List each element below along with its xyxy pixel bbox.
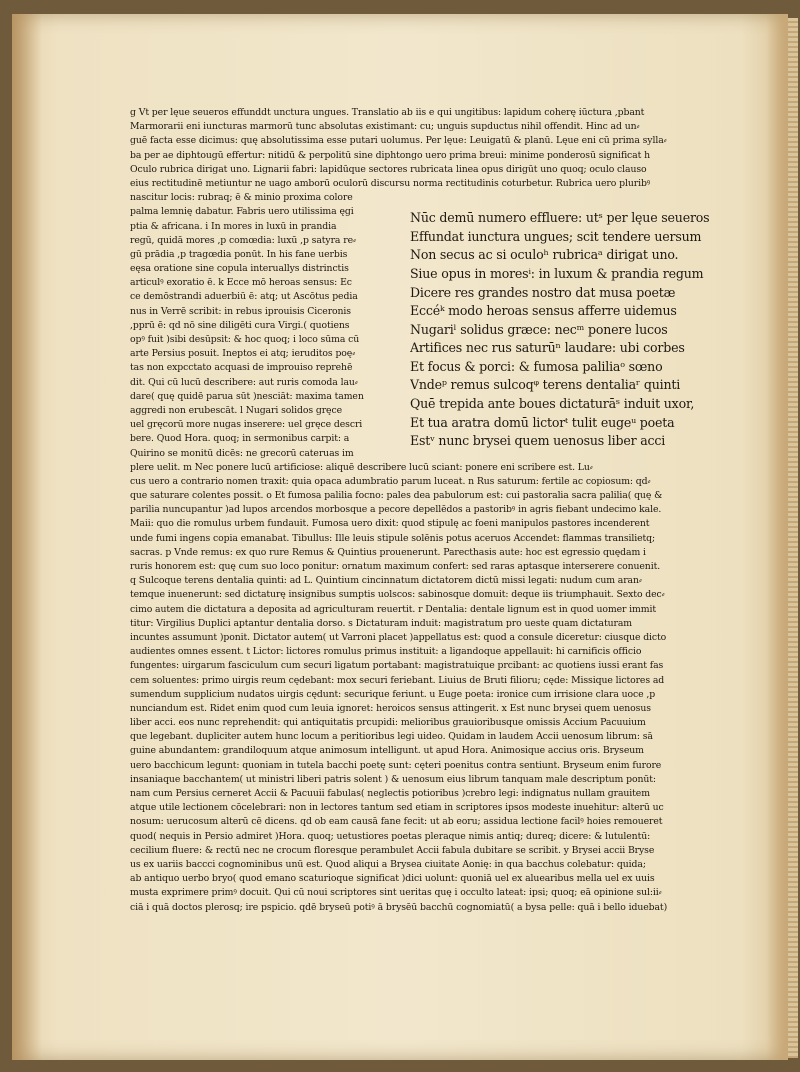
commentary-line: guē facta esse dicimus: quę absolutissima esse putari uolumus. Per lęue: Leuigatū & planū. Lęue eni cū prima sylla⸗ [130,135,667,147]
commentary-line: tas non expcctato acquasi de improuiso reprehē [130,362,353,374]
commentary-line: nosum: uerucosum alterū cē dicens. qd ob eam causā fane fecit: ut ab eoru; assidua lectione facilꝰ hoies remoueret [130,816,663,828]
commentary-line: q Sulcoque terens dentalia quinti: ad L. Quintium cincinnatum dictatorem dictū missi legati: nudum cum aran⸗ [130,575,642,587]
commentary-line: uel gręcorū more nugas inserere: uel gręce descri [130,419,363,431]
book-page [12,14,788,1060]
commentary-line: cem soluentes: primo uirgis reum cędebant: mox securi feriebant. Liuius de Bruti filioru; cęde: Missique lictores ad [130,674,665,686]
verse-line: Estᵛ nunc brysei quem uenosus liber acci [410,433,666,449]
commentary-line: ciā i quā doctos plerosq; ire pspicio. qdē bryseū potiꝰ ā brysēū bacchū cognomiatū( a bysa pelle: quā i bello iduebat) [130,901,668,913]
commentary-line: opꝰ fuit )sibi desūpsit: & hoc quoq; i loco sūma cū [130,334,360,345]
commentary-line: insaniaque bacchantem( ut ministri liberi patris solent ) & uenosum eius librum tanquam male descriptum ponūt: [130,773,656,785]
commentary-line: palma lemnię dabatur. Fabris uero utilissima ęgi [130,206,354,218]
commentary-line: cecilium fluere: & rectū nec ne crocum floresque perambulet Accii fabula dubitare se scribit. y Brysei accii Bryse [130,844,655,856]
commentary-line: ptia & africana. i In mores in luxū in prandia [130,220,337,232]
commentary-line: cus uero a contrario nomen traxit: quia opaca adumbratio parum luceat. n Rus saturum: fertile ac copiosum: qd⸗ [130,475,651,487]
stacked-page-edges [788,18,798,1058]
commentary-line: Maii: quo die romulus urbem fundauit. Fumosa uero dixit: quod stipulę ac foeni manipulos pastores incenderent [130,518,650,530]
commentary-line: bere. Quod Hora. quoq; in sermonibus carpit: a [130,433,350,445]
text-block [130,106,734,915]
commentary-line: eius rectitudinē metiuntur ne uago amborū oculorū discursu norma rectitudinis coturbetur. Rubrica uero pluribꝰ [130,177,651,189]
verse-line: Effundat iunctura ungues; scit tendere uersum [410,228,702,244]
commentary-line: titur: Virgilius Duplici aptantur dentalia dorso. s Dictaturam induit: magistratum pro ueste quam dictaturam [130,617,633,629]
commentary-line: nunciandum est. Ridet enim quod cum leuia ignoret: heroicos sensus attingerit. x Est nunc brysei quem uenosus [130,702,651,714]
commentary-line: aggredi non erubescāt. l Nugari solidos gręce [130,404,342,416]
commentary-line: uero bacchicum legunt: quoniam in tutela bacchi poetę sunt: cęteri poenitus contra sentiunt. Bryseum enim furore [130,759,662,771]
commentary-line: unde fumi ingens copia emanabat. Tibullus: Ille leuis stipule solēnis potus aceruos Accendet: flammas transilietq; [130,532,656,544]
commentary-line: dare( quę quidē parua sūt )nesciāt: maxima tamen [130,390,364,402]
commentary-line: musta exprimere primꝰ docuit. Qui cū noui scriptores sint ueritas quę i occulto lateat: ipsi; quoq; eā opinione sul:ii⸗ [130,887,662,899]
commentary-line: ce demōstrandi aduerbiū ē: atq; ut Ascōtus pedia [130,291,358,303]
verse-line: Dicere res grandes nostro dat musa poetæ [410,284,676,300]
commentary-line: plere uelit. m Nec ponere lucū artificiose: aliquē describere lucū sciant: ponere eni scribere est. Lu⸗ [130,461,593,473]
commentary-line: sacras. p Vnde remus: ex quo rure Remus & Quintius prouenerunt. Parecthasis aute: hoc est egressio quędam i [130,546,646,558]
commentary-line: incuntes assumunt )ponit. Dictator autem( ut Varroni placet )appellatus est: quod a consule diceretur: ciusque dicto [130,631,667,643]
verse-line: Eccéᵏ modo heroas sensus afferre uidemus [410,303,677,319]
commentary-line: ruris honorem est: quę cum suo loco ponitur: ornatum maximum confert: sed raras aptasque interserere conuenit. [130,561,661,572]
commentary-line: cimo autem die dictatura a deposita ad agriculturam reuertit. r Dentalia: dentale lignum est in quod uomer immit [130,603,657,615]
commentary-line: ab antiquo uerbo bryo( quod emano scaturioque significat )dici uolunt: quoniā uel ex aluearibus mella uel ex uuis [130,873,655,885]
commentary-line: temque inuenerunt: sed dictaturę insignibus sumptis uolscos: sabinosque domuit: deque iis triumphauit. Sexto dec⸗ [130,589,665,601]
commentary-bottom [130,461,734,915]
commentary-line: eęsa oratione sine copula interuallys distrinctis [130,263,349,275]
commentary-line: nam cum Persius cerneret Accii & Pacuuii fabulas( neglectis potioribus )crebro legi: indignatus nullam grauitem [130,788,650,799]
commentary-line: Marmorarii eni iuncturas marmorū tunc absolutas existimant: cu; unguis supductus nihil offendit. Hinc ad un⸗ [130,121,640,133]
verse-line: Et tua aratra domū lictorᵗ tulit eugeᵘ poeta [410,414,675,430]
verse-line: Artifices nec rus saturūⁿ laudare: ubi corbes [410,340,685,356]
verse-line: Siue opus in moresⁱ: in luxum & prandia regum [410,265,704,281]
commentary-line: liber acci. eos nunc reprehendit: qui antiquitatis prcupidi: melioribus grauioribusque omissis Accium Pacuuium [130,717,646,729]
verse-line: Vndeᵖ remus sulcoqᵠ terens dentaliaʳ quinti [410,377,681,393]
commentary-line: audientes omnes essent. t Lictor: lictores romulus primus instituit: a ligandoque appellauit: hi carnificis officio [130,646,642,658]
commentary-line: nus in Verrē scribit: in rebus iprouisis Ciceronis [130,305,351,317]
commentary-line: parilia nuncupantur )ad lupos arcendos morbosque a pecore depellēdos a pastoribꝰ in agris fiebant undecimo kale. [130,504,662,516]
commentary-line: ,pprū ē: qd nō sine diligēti cura Virgi.( quotiens [130,319,350,331]
commentary-line: sumendum supplicium nudatos uirgis cędunt: securique feriunt. u Euge poeta: ironice cum irrisione clara uoce ,p [130,688,656,700]
commentary-line: ba per ae diphtougū effertur: nitidū & perpolitū sine diphtongo uero prima breui: minime ponderosū significat h [130,149,650,161]
commentary-line: us ex uariis baccci cognominibus unū est. Quod aliqui a Brysea ciuitate Aonię: in qua bacchus colebatur: quida; [130,858,646,870]
commentary-line: que legebant. dupliciter autem hunc locum a peritioribus legi uideo. Quidam in laudem Accii uenosum librum: sā [130,731,653,743]
commentary-line: quod( nequis in Persio admiret )Hora. quoq; uetustiores poetas pleraque nimis antiq; dureq; dicere: & lutulentū: [130,830,651,842]
two-column-section [130,191,734,461]
page-gutter-shadow [12,14,42,1060]
commentary-line: regū, quidā mores ,p comœdia: luxū ,p satyra re⸗ [130,234,356,246]
commentary-line: guine abundantem: grandiloquum atque animosum intelligunt. ut apud Hora. Animosique accius oris. Bryseum [130,745,644,757]
commentary-line: articulꝰ exoratio ē. k Ecce mō heroas sensus: Ec [130,277,352,289]
verse-line: Et focus & porci: & fumosa paliliaᵒ sœno [410,358,663,374]
commentary-top [130,106,734,191]
commentary-line: Quirino se monitū dicēs: ne grecorū cateruas im [130,447,354,459]
commentary-left-column [130,191,398,461]
verse-line: Non secus ac si oculoʰ rubricaᵃ dirigat uno. [410,247,679,263]
commentary-line: dit. Qui cū lucū describere: aut ruris comoda lau⸗ [130,376,358,388]
verse-line: Nugariˡ solidus græce: necᵐ ponere lucos [410,321,668,337]
commentary-line: atque utile lectionem cōcelebrari: non in lectores tantum sed etiam in scriptores ipsos modeste inuehitur: alterū uc [130,802,664,814]
commentary-line: nascitur locis: rubraq; ē & minio proxima colore [130,192,353,204]
commentary-line: Oculo rubrica dirigat uno. Lignarii fabri: lapidūque sectores rubricata linea opus dirigūt uno quoq; oculo clauso [130,163,647,175]
verse-column [398,191,734,461]
verse-line: Nūc demū numero effluere: utˢ per lęue seueros [410,210,710,226]
page-edge-shadow [766,14,788,1060]
commentary-line: que saturare colentes possit. o Et fumosa palilia focno: pales dea pabulorum est: cui pastoralia sacra palilia( quę & [130,490,663,502]
commentary-line: gū prādia ,p tragœdia ponūt. In his fane uerbis [130,248,348,260]
commentary-line: arte Persius posuit. Ineptos ei atq; ieruditos poę⸗ [130,348,356,360]
commentary-line: g Vt per lęue seueros effunddt unctura ungues. Translatio ab iis e qui ungitibus: lapidum coherę iūctura ,pbant [130,107,645,118]
verse-line: Quē trepida ante boues dictaturāˢ induit uxor, [410,396,695,412]
commentary-line: fungentes: uirgarum fasciculum cum securi ligatum portabant: magistratuique prcibant: ac quotiens iussi erant fas [130,660,664,672]
